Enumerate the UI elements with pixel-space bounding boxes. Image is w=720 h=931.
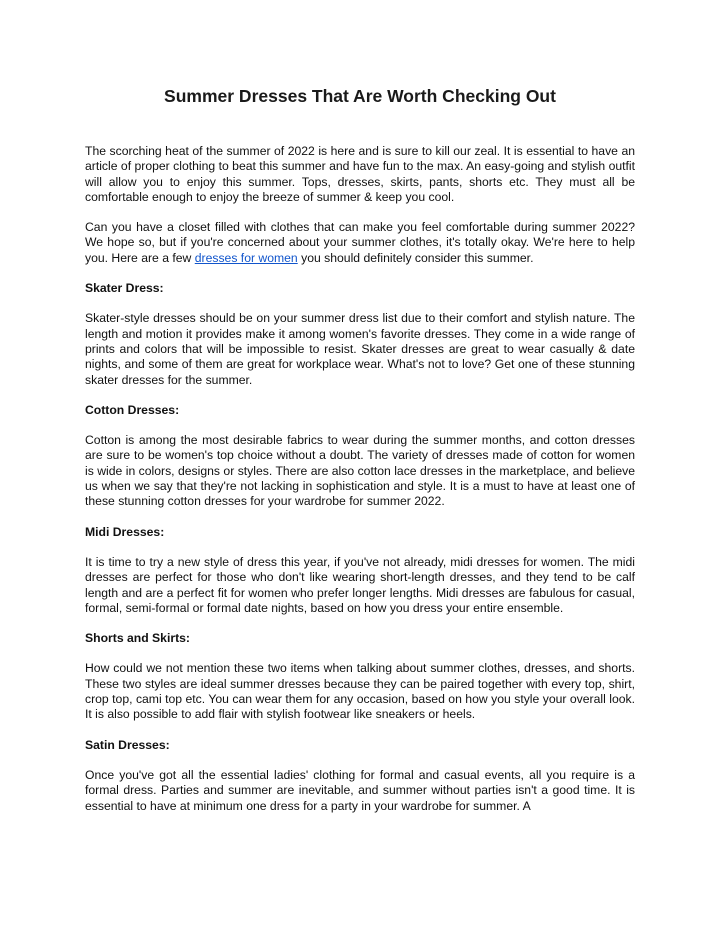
section-text-shorts-and-skirts: How could we not mention these two items when talking about summer clothes, dresses, and shorts. These two styles are ideal summer dresses because they can be paired together with every top, shirt, crop top, cami top etc. You can wear them for any occasion, based on how you style your overall look. It is also possible to add flair with stylish footwear like sneakers or heels. xyxy=(85,661,635,722)
section-heading-midi-dresses: Midi Dresses: xyxy=(85,524,165,539)
section-text-skater-dress: Skater-style dresses should be on your summer dress list due to their comfort and stylish nature. The length and motion it provides make it among women's favorite dresses. They come in a wide range of prints and colors that will be impossible to resist. Skater dresses are great to wear casually & date nights, and some of them are great for workplace wear. What's not to love? Get one of these stunning skater dresses for the summer. xyxy=(85,311,635,387)
intro-paragraph-2-text-after: you should definitely consider this summer. xyxy=(297,250,534,265)
page-title: Summer Dresses That Are Worth Checking Out xyxy=(164,86,556,106)
section-heading-skater-dress: Skater Dress: xyxy=(85,281,164,296)
section-heading-cotton-dresses: Cotton Dresses: xyxy=(85,402,180,417)
dresses-for-women-link[interactable]: dresses for women xyxy=(194,250,298,265)
section-heading-shorts-and-skirts: Shorts and Skirts: xyxy=(85,631,190,646)
section-text-midi-dresses: It is time to try a new style of dress this year, if you've not already, midi dresses for women. The midi dresses are perfect for those who don't like wearing short-length dresses, and they tend to be calf length and are a perfect fit for women who prefer longer lengths. Midi dresses are fabulous for casual, formal, semi-formal or formal date nights, based on how you dress your entire ensemble. xyxy=(85,554,635,615)
intro-paragraph-2-text-before: Can you have a closet filled with clothes that can make you feel comfortable during summer 2022? We hope so, but if you're concerned about your summer clothes, it's totally okay. We're here to help you. Here are a few xyxy=(85,220,635,265)
section-heading-satin-dresses: Satin Dresses: xyxy=(85,737,170,752)
intro-paragraph-1: The scorching heat of the summer of 2022 is here and is sure to kill our zeal. It is essential to have an article of proper clothing to beat this summer and have fun to the max. An easy-going and stylish outfit will allow you to enjoy this summer. Tops, dresses, skirts, pants, shorts etc. They must all be comfortable enough to enjoy the breeze of summer & keep you cool. xyxy=(85,144,635,204)
section-text-satin-dresses: Once you've got all the essential ladies' clothing for formal and casual events, all you require is a formal dress. Parties and summer are inevitable, and summer without parties isn't a good time. It is essential to have at minimum one dress for a party in your wardrobe for summer. A xyxy=(85,767,635,813)
document-page xyxy=(85,84,635,829)
intro-paragraph-2 xyxy=(85,220,635,266)
section-text-cotton-dresses: Cotton is among the most desirable fabrics to wear during the summer months, and cotton dresses are sure to be women's top choice without a doubt. The variety of dresses made of cotton for women is wide in colors, designs or styles. There are also cotton lace dresses in the marketplace, and believe us when we say that they're not lacking in sophistication and style. It is a must to have at least one of these stunning cotton dresses for your wardrobe for summer 2022. xyxy=(85,433,635,509)
